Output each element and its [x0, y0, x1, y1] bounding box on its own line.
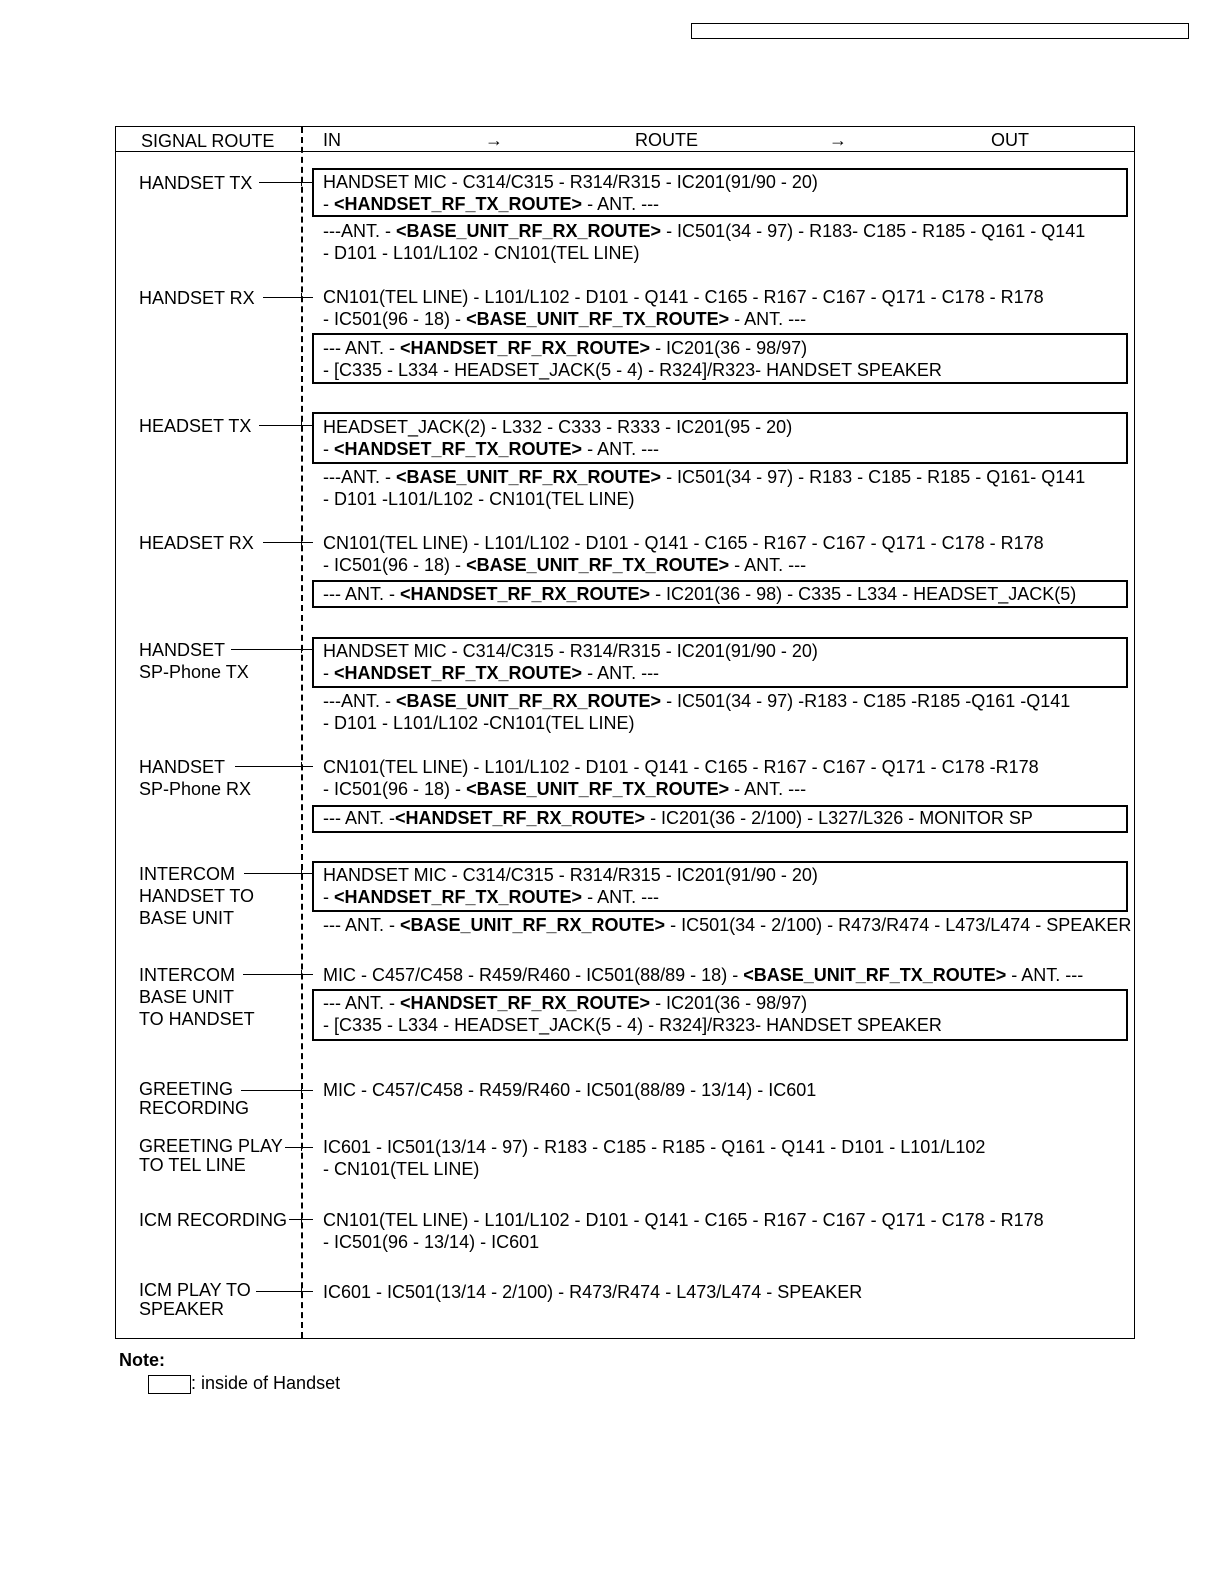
- route-line: - IC501(96 - 18) - <BASE_UNIT_RF_TX_ROUTE> - ANT. ---: [323, 779, 807, 799]
- note-legend-box: [148, 1375, 191, 1394]
- note-title: Note:: [119, 1350, 165, 1370]
- connector-line: [263, 297, 313, 298]
- col-route: ROUTE: [635, 130, 698, 150]
- column-divider: [301, 127, 303, 1338]
- route-line: --- ANT. - <BASE_UNIT_RF_RX_ROUTE> - IC501(34 - 2/100) - R473/R474 - L473/L474 - SPEAKER: [323, 915, 1132, 935]
- label-greeting-recording: GREETING RECORDING: [139, 1079, 250, 1118]
- route-line: - CN101(TEL LINE): [323, 1159, 480, 1179]
- label-headset-tx: HEADSET TX: [139, 416, 252, 436]
- route-line: - <HANDSET_RF_TX_ROUTE> - ANT. ---: [323, 439, 660, 459]
- route-line: --- ANT. - <HANDSET_RF_RX_ROUTE> - IC201(36 - 98) - C335 - L334 - HEADSET_JACK(5): [323, 584, 1077, 604]
- connector-line: [259, 182, 312, 183]
- label-greeting-play: GREETING PLAY TO TEL LINE: [139, 1136, 283, 1175]
- route-line: ---ANT. - <BASE_UNIT_RF_RX_ROUTE> - IC501(34 - 97) -R183 - C185 -R185 -Q161 -Q141: [323, 691, 1071, 711]
- connector-line: [256, 1291, 313, 1292]
- route-line: ---ANT. - <BASE_UNIT_RF_RX_ROUTE> - IC501(34 - 97) - R183 - C185 - R185 - Q161- Q141: [323, 467, 1086, 487]
- label-intercom-handset-to-base: INTERCOM HANDSET TO BASE UNIT: [139, 864, 255, 928]
- label-icm-play: ICM PLAY TO SPEAKER: [139, 1280, 251, 1319]
- route-line: MIC - C457/C458 - R459/R460 - IC501(88/89 - 18) - <BASE_UNIT_RF_TX_ROUTE> - ANT. ---: [323, 965, 1084, 985]
- route-line: - [C335 - L334 - HEADSET_JACK(5 - 4) - R324]/R323- HANDSET SPEAKER: [323, 360, 942, 380]
- arrow-right-icon: →: [485, 130, 503, 150]
- route-line: IC601 - IC501(13/14 - 97) - R183 - C185 - R185 - Q161 - Q141 - D101 - L101/L102: [323, 1137, 986, 1157]
- route-line: - IC501(96 - 13/14) - IC601: [323, 1232, 540, 1252]
- route-line: - <HANDSET_RF_TX_ROUTE> - ANT. ---: [323, 194, 660, 214]
- label-handset-rx: HANDSET RX: [139, 288, 255, 308]
- col-signal-route: SIGNAL ROUTE: [141, 131, 275, 151]
- col-in: IN: [323, 130, 341, 150]
- route-line: CN101(TEL LINE) - L101/L102 - D101 - Q141 - C165 - R167 - C167 - Q171 - C178 - R178: [323, 533, 1044, 553]
- label-icm-recording: ICM RECORDING: [139, 1210, 287, 1230]
- route-line: - D101 - L101/L102 -CN101(TEL LINE): [323, 713, 635, 733]
- note-text: : inside of Handset: [191, 1373, 341, 1393]
- route-line: HANDSET MIC - C314/C315 - R314/R315 - IC201(91/90 - 20): [323, 172, 818, 192]
- label-intercom-base-to-handset: INTERCOM BASE UNIT TO HANDSET: [139, 965, 255, 1029]
- route-line: ---ANT. - <BASE_UNIT_RF_RX_ROUTE> - IC501(34 - 97) - R183- C185 - R185 - Q161 - Q141: [323, 221, 1086, 241]
- route-line: - D101 -L101/L102 - CN101(TEL LINE): [323, 489, 635, 509]
- connector-line: [263, 542, 313, 543]
- arrow-right-icon: →: [829, 130, 847, 150]
- route-line: MIC - C457/C458 - R459/R460 - IC501(88/89 - 13/14) - IC601: [323, 1080, 817, 1100]
- label-sp-rx: HANDSET SP-Phone RX: [139, 757, 252, 799]
- label-headset-rx: HEADSET RX: [139, 533, 254, 553]
- connector-line: [231, 649, 312, 650]
- connector-line: [241, 1090, 313, 1091]
- header-box: [691, 23, 1189, 39]
- route-line: - <HANDSET_RF_TX_ROUTE> - ANT. ---: [323, 887, 660, 907]
- route-line: HANDSET MIC - C314/C315 - R314/R315 - IC201(91/90 - 20): [323, 641, 818, 661]
- label-sp-tx: HANDSET SP-Phone TX: [139, 640, 249, 682]
- route-line: IC601 - IC501(13/14 - 2/100) - R473/R474 - L473/L474 - SPEAKER: [323, 1282, 863, 1302]
- route-line: - <HANDSET_RF_TX_ROUTE> - ANT. ---: [323, 663, 660, 683]
- connector-line: [243, 974, 313, 975]
- route-line: --- ANT. - <HANDSET_RF_RX_ROUTE> - IC201(36 - 98/97): [323, 338, 808, 358]
- route-line: --- ANT. - <HANDSET_RF_RX_ROUTE> - IC201(36 - 98/97): [323, 993, 808, 1013]
- route-line: - [C335 - L334 - HEADSET_JACK(5 - 4) - R324]/R323- HANDSET SPEAKER: [323, 1015, 942, 1035]
- route-line: HEADSET_JACK(2) - L332 - C333 - R333 - IC201(95 - 20): [323, 417, 793, 437]
- col-out: OUT: [991, 130, 1029, 150]
- route-line: HANDSET MIC - C314/C315 - R314/R315 - IC201(91/90 - 20): [323, 865, 818, 885]
- route-line: CN101(TEL LINE) - L101/L102 - D101 - Q141 - C165 - R167 - C167 - Q171 - C178 - R178: [323, 1210, 1044, 1230]
- route-line: --- ANT. -<HANDSET_RF_RX_ROUTE> - IC201(36 - 2/100) - L327/L326 - MONITOR SP: [323, 808, 1033, 828]
- connector-line: [259, 425, 312, 426]
- route-line: CN101(TEL LINE) - L101/L102 - D101 - Q141 - C165 - R167 - C167 - Q171 - C178 -R178: [323, 757, 1039, 777]
- route-line: - D101 - L101/L102 - CN101(TEL LINE): [323, 243, 640, 263]
- connector-line: [285, 1147, 313, 1148]
- route-line: - IC501(96 - 18) - <BASE_UNIT_RF_TX_ROUTE> - ANT. ---: [323, 555, 807, 575]
- route-line: - IC501(96 - 18) - <BASE_UNIT_RF_TX_ROUTE> - ANT. ---: [323, 309, 807, 329]
- label-handset-tx: HANDSET TX: [139, 173, 253, 193]
- route-line: CN101(TEL LINE) - L101/L102 - D101 - Q141 - C165 - R167 - C167 - Q171 - C178 - R178: [323, 287, 1044, 307]
